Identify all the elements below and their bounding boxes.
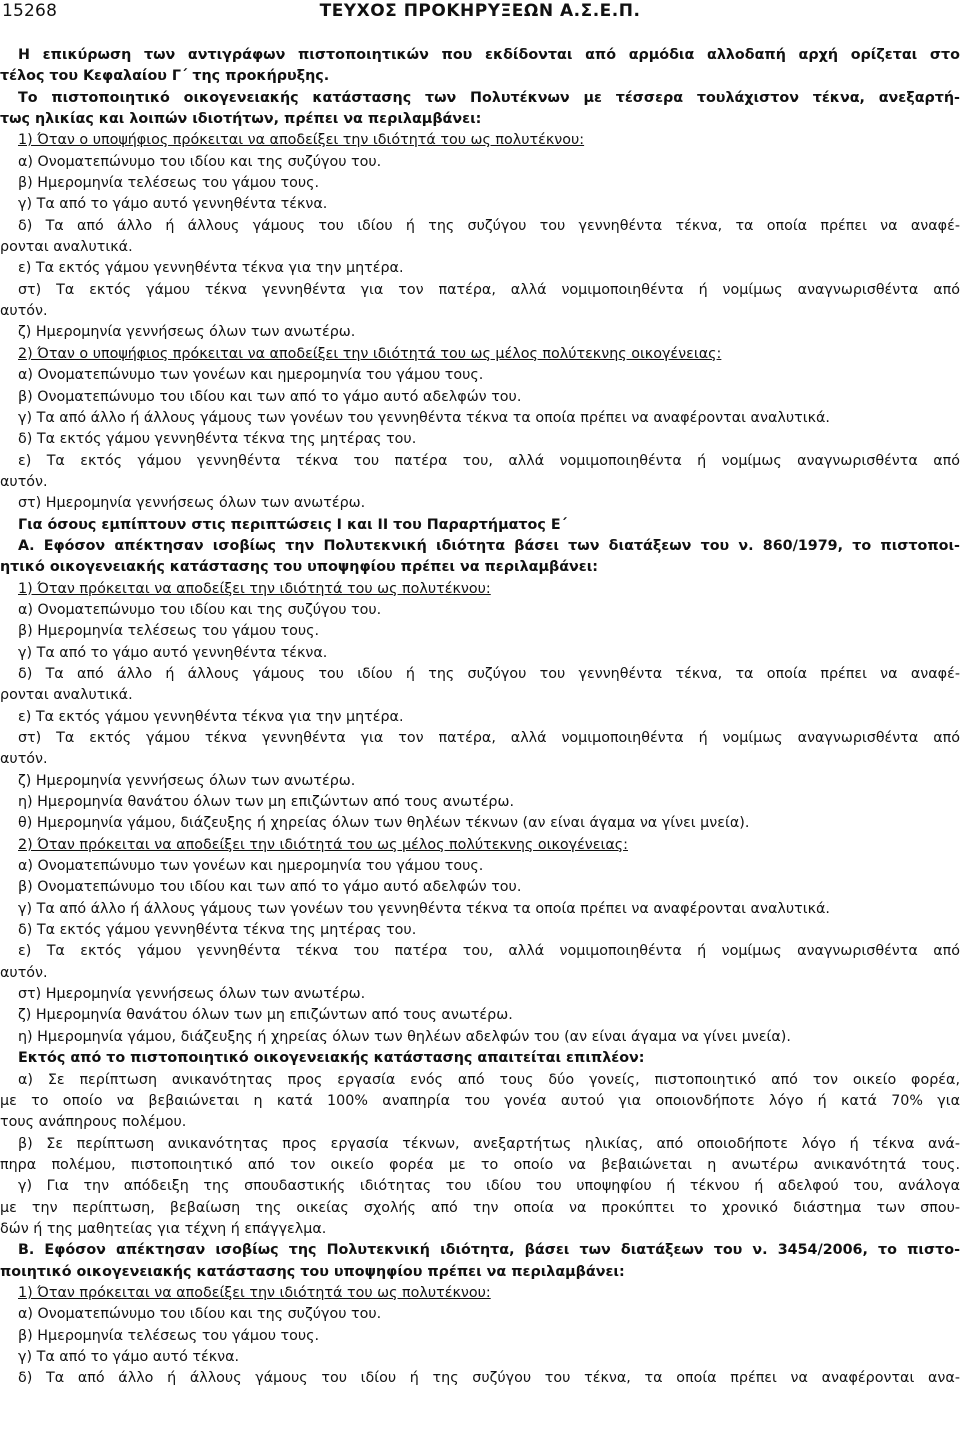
text-line: Εκτός από το πιστοποιητικό οικογενειακής κατάστασης απαιτείται επιπλέον: [18,1050,645,1067]
text-line: γ) Για την απόδειξη της σπουδαστικής ιδιότητας του ιδίου του υποψηφίου ή τέκνου ή αδελφού του, ανάλογα [18,1178,960,1195]
text-line: με την περίπτωση, βεβαίωση της οικείας σχολής από την οποία να προκύπτει το χρονικό διάστημα των σπου- [0,1199,960,1216]
text-line: αυτόν. [0,473,48,490]
text-line: α) Σε περίπτωση ανικανότητας προς εργασία ενός από τους δύο γονείς, πιστοποιητικό από τον οικείο φορέα, [18,1071,960,1088]
text-line: α) Ονοματεπώνυμο του ιδίου και της συζύγου του. [18,153,382,170]
issue-title: ΤΕΥΧΟΣ ΠΡΟΚΗΡΥΞΕΩΝ Α.Σ.Ε.Π. [319,1,641,21]
text-line: β) Ημερομηνία τελέσεως του γάμου τους. [18,623,320,640]
text-line: Β. Εφόσον απέκτησαν ισοβίως της Πολυτεκνική ιδιότητα, βάσει των διατάξεων του ν. 3454/2006, το πιστο- [18,1242,960,1259]
text-line: δ) Τα από άλλο ή άλλους γάμους του ιδίου ή της συζύγου του γεννηθέντα τέκνα, τα οποία πρέπει να αναφέ- [18,665,960,682]
text-line [0,579,960,600]
text-line: δ) Τα εκτός γάμου γεννηθέντα τέκνα της μητέρας του. [18,431,417,448]
text-line: α) Ονοματεπώνυμο των γονέων και ημερομηνία του γάμου τους. [18,367,484,384]
text-line [0,835,960,856]
text-line: Για όσους εμπίπτουν στις περιπτώσεις Ι και ΙΙ του Παραρτήματος Ε΄ [18,516,567,533]
underlined-heading: 1) Όταν ο υποψήφιος πρόκειται να αποδείξει την ιδιότητά του ως πολυτέκνου: [18,132,585,149]
text-line: ζ) Ημερομηνία θανάτου όλων των μη επιζώντων από τους ανωτέρω. [18,1007,513,1024]
text-line: α) Ονοματεπώνυμο του ιδίου και της συζύγου του. [18,1306,382,1323]
underlined-heading: 1) Όταν πρόκειται να αποδείξει την ιδιότητά του ως πολυτέκνου: [18,580,491,597]
text-line: γ) Τα από το γάμο αυτό τέκνα. [18,1348,240,1365]
text-line: με το οποίο να βεβαιώνεται η κατά 100% αναπηρία του γονέα αυτού για οποιονδήποτε λόγο ή κατά 70% για [0,1092,960,1109]
text-line: ε) Τα εκτός γάμου γεννηθέντα τέκνα του πατέρα του, αλλά νομιμοποιηθέντα ή νομίμως αναγνωρισθέντα από [18,452,960,469]
text-line: ρονται αναλυτικά. [0,687,133,704]
text-line: αυτόν. [0,303,48,320]
text-line: β) Σε περίπτωση ανικανότητας προς εργασία τέκνων, ανεξαρτήτως ηλικίας, από οποιοδήποτε λόγο ή τέκνα ανά- [18,1135,960,1152]
text-line: στ) Ημερομηνία γεννήσεως όλων των ανωτέρω. [18,986,366,1003]
text-line: β) Ημερομηνία τελέσεως του γάμου τους. [18,175,320,192]
text-line: στ) Τα εκτός γάμου τέκνα γεννηθέντα για τον πατέρα, αλλά νομιμοποιηθέντα ή νομίμως αναγνωρισθέντα από [18,730,960,746]
text-line: α) Ονοματεπώνυμο των γονέων και ημερομηνία του γάμου τους. [18,858,484,875]
text-line: γ) Τα από το γάμο αυτό γεννηθέντα τέκνα. [18,644,328,661]
text-line: ε) Τα εκτός γάμου γεννηθέντα τέκνα για την μητέρα. [18,260,404,277]
text-line: γ) Τα από το γάμο αυτό γεννηθέντα τέκνα. [18,196,328,213]
text-line: αυτόν. [0,964,48,981]
text-line: α) Ονοματεπώνυμο του ιδίου και της συζύγου του. [18,601,382,618]
text-line [0,1283,960,1304]
text-line: δ) Τα από άλλο ή άλλους γάμους του ιδίου ή της συζύγου του τέκνα, τα οποία πρέπει να αναφέρονται ανα- [18,1370,960,1387]
text-line: β) Ονοματεπώνυμο του ιδίου και των από το γάμο αυτό αδελφών του. [18,879,522,896]
text-line: ε) Τα εκτός γάμου γεννηθέντα τέκνα για την μητέρα. [18,708,404,725]
text-line: δ) Τα από άλλο ή άλλους γάμους του ιδίου ή της συζύγου του γεννηθέντα τέκνα, τα οποία πρέπει να αναφέ- [18,217,960,234]
underlined-heading: 2) Όταν ο υποψήφιος πρόκειται να αποδείξει την ιδιότητά του ως μέλος πολύτεκνης οικογένειας: [18,345,722,362]
underlined-heading: 2) Όταν πρόκειται να αποδείξει την ιδιότητά του ως μέλος πολύτεκνης οικογένειας: [18,836,628,853]
text-line: β) Ονοματεπώνυμο του ιδίου και των από το γάμο αυτό αδελφών του. [18,388,522,405]
text-line: β) Ημερομηνία τελέσεως του γάμου τους. [18,1327,320,1344]
text-line: ε) Τα εκτός γάμου γεννηθέντα τέκνα του πατέρα του, αλλά νομιμοποιηθέντα ή νομίμως αναγνωρισθέντα από [18,943,960,960]
text-line: πηρα πολέμου, πιστοποιητικό από τον οικείο φορέα με το οποίο να βεβαιώνεται η ανωτέρω ανικανότητά τους. [0,1156,960,1173]
text-line: η) Ημερομηνία θανάτου όλων των μη επιζώντων από τους ανωτέρω. [18,794,515,811]
text-line: γ) Τα από άλλο ή άλλους γάμους των γονέων του γεννηθέντα τέκνα τα οποία πρέπει να αναφέρονται αναλυτικά. [18,900,830,917]
text-line: Το πιστοποιητικό οικογενειακής κατάστασης των Πολυτέκνων με τέσσερα τουλάχιστον τέκνα, ανεξαρτή- [18,89,960,106]
text-line: ητικό οικογενειακής κατάστασης του υποψηφίου πρέπει να περιλαμβάνει: [0,559,599,576]
document-body [0,45,960,1390]
text-line: Α. Εφόσον απέκτησαν ισοβίως την Πολυτεκνική ιδιότητα βάσει των διατάξεων του ν. 860/1979, το πιστοποι- [18,537,960,554]
text-line [0,130,960,151]
text-line: τως ηλικίας και λοιπών ιδιοτήτων, πρέπει να περιλαμβάνει: [0,111,482,128]
text-line: δ) Τα εκτός γάμου γεννηθέντα τέκνα της μητέρας του. [18,922,417,939]
text-line: γ) Τα από άλλο ή άλλους γάμους των γονέων του γεννηθέντα τέκνα τα οποία πρέπει να αναφέρονται αναλυτικά. [18,409,830,426]
text-line: ζ) Ημερομηνία γεννήσεως όλων των ανωτέρω. [18,772,356,789]
text-line [0,344,960,365]
text-line: η) Ημερομηνία γάμου, διάζευξης ή χηρείας όλων των θηλέων αδελφών του (αν είναι άγαμα να γίνει μνεία). [18,1028,791,1045]
text-line: ζ) Ημερομηνία γεννήσεως όλων των ανωτέρω. [18,324,356,341]
underlined-heading: 1) Όταν πρόκειται να αποδείξει την ιδιότητά του ως πολυτέκνου: [18,1284,491,1301]
text-line: στ) Ημερομηνία γεννήσεως όλων των ανωτέρω. [18,495,366,512]
text-line: ποιητικό οικογενειακής κατάστασης του υποψηφίου πρέπει να περιλαμβάνει: [0,1263,625,1280]
text-line: στ) Τα εκτός γάμου τέκνα γεννηθέντα για τον πατέρα, αλλά νομιμοποιηθέντα ή νομίμως αναγνωρισθέντα από [18,281,960,298]
text-line: τέλος του Κεφαλαίου Γ΄ της προκήρυξης. [0,68,330,85]
text-line: ρονται αναλυτικά. [0,239,133,256]
text-line: Η επικύρωση των αντιγράφων πιστοποιητικών που εκδίδονται από αρμόδια αλλοδαπή αρχή ορίζεται στο [18,47,960,63]
page-header [0,0,960,30]
text-line: αυτόν. [0,751,48,768]
text-line: τους ανάπηρους πολέμου. [0,1114,187,1131]
page-number: 15268 [2,1,58,21]
text-line: δών ή της μαθητείας για τέχνη ή επάγγελμα. [0,1220,327,1237]
text-line: θ) Ημερομηνία γάμου, διάζευξης ή χηρείας όλων των θηλέων τέκνων (αν είναι άγαμα να γίνει μνεία). [18,815,750,832]
